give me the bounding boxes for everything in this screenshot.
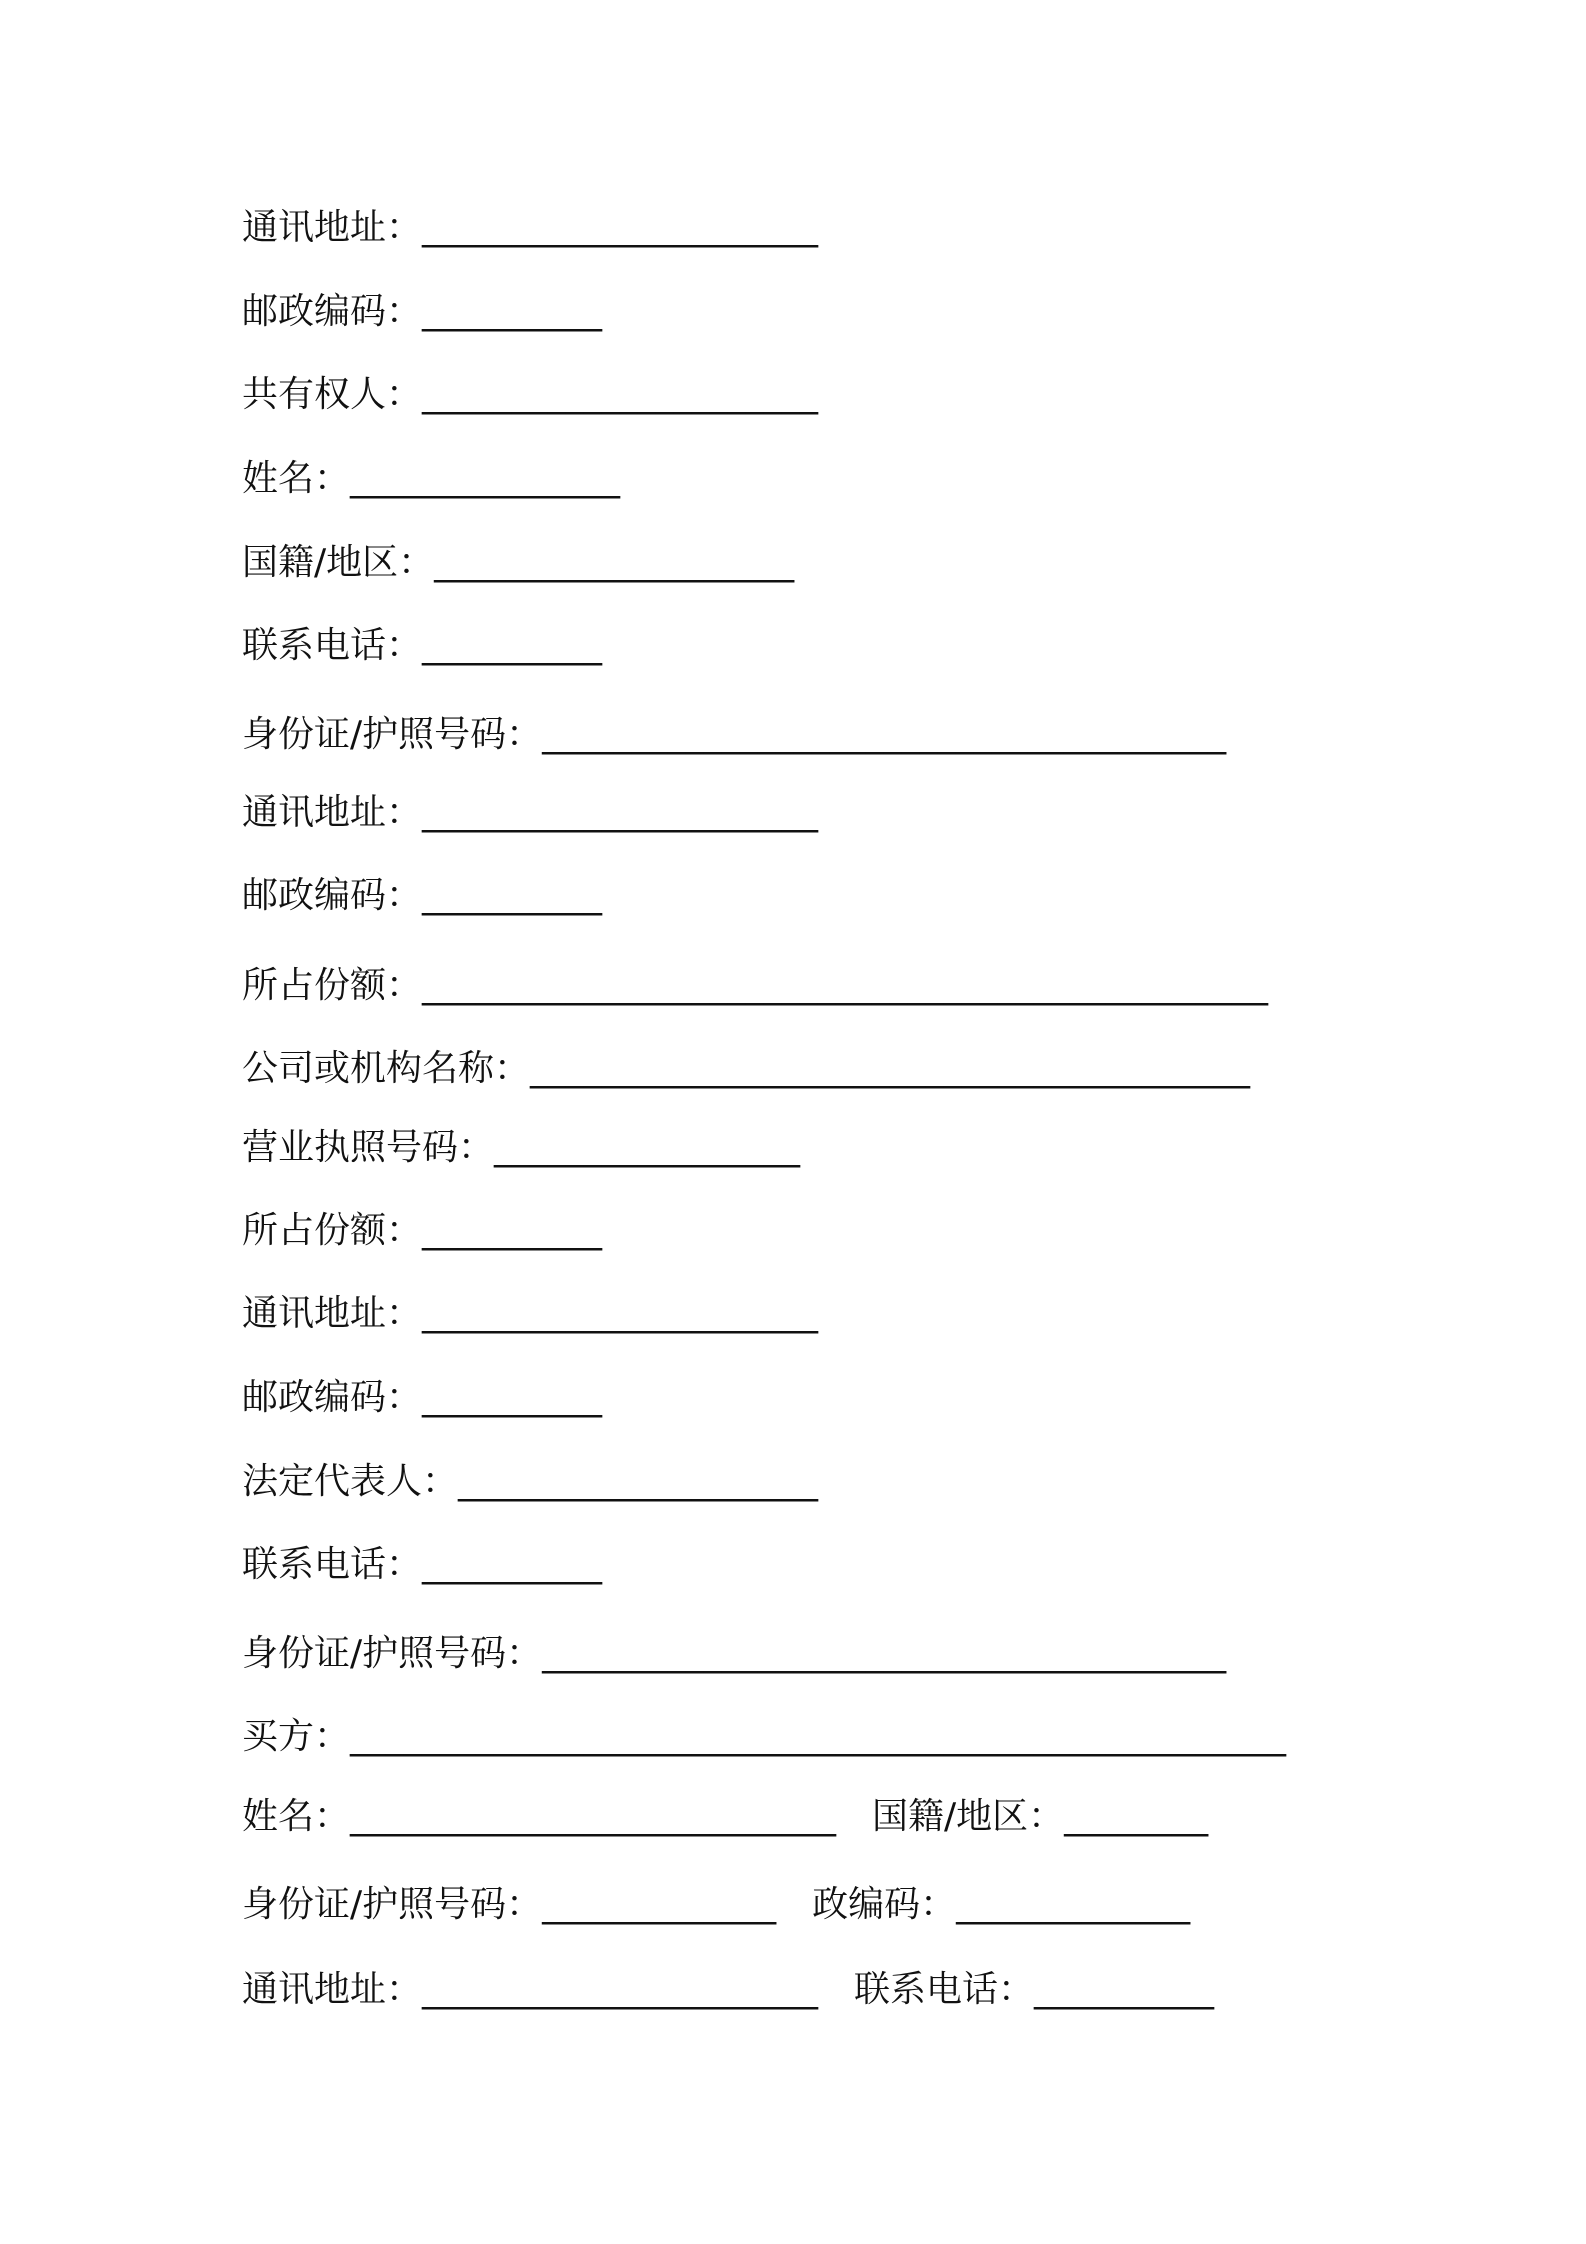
id-passport-blank[interactable]: ______________________________________ — [542, 1633, 1227, 1674]
field-label: 买方： — [242, 1716, 351, 1757]
postal-code-blank[interactable]: __________ — [422, 291, 603, 332]
buyer-blank[interactable]: ____________________________________________________ — [350, 1716, 1287, 1757]
buyer-nationality-blank[interactable]: ________ — [1064, 1796, 1209, 1837]
buyer-field — [242, 1707, 1286, 1767]
phone-blank[interactable]: __________ — [422, 1544, 603, 1585]
contact-address-blank[interactable]: ______________________ — [422, 792, 819, 833]
field-label: 通讯地址： — [242, 1969, 423, 2010]
phone-blank[interactable]: __________ — [422, 625, 603, 666]
legal-rep-blank[interactable]: ____________________ — [458, 1461, 819, 1502]
field-label: 国籍/地区： — [872, 1796, 1065, 1837]
buyer-phone-blank[interactable]: __________ — [1034, 1969, 1215, 2010]
field-label: 姓名： — [242, 458, 351, 499]
field-label: 邮政编码： — [242, 1377, 423, 1418]
buyer-address-blank[interactable]: ______________________ — [422, 1969, 819, 2010]
legal-rep-field — [242, 1452, 818, 1512]
field-label: 邮政编码： — [242, 291, 423, 332]
field-label: 通讯地址： — [242, 792, 423, 833]
business-license-blank[interactable]: _________________ — [494, 1127, 801, 1168]
share-field — [242, 1201, 602, 1261]
field-label: 营业执照号码： — [242, 1127, 495, 1168]
phone-field — [242, 1535, 602, 1595]
field-label: 法定代表人： — [242, 1461, 459, 1502]
field-label: 联系电话： — [242, 625, 423, 666]
postal-code-field — [242, 866, 602, 926]
field-label: 联系电话： — [854, 1969, 1035, 2010]
business-license-field — [242, 1118, 800, 1178]
contact-address-field — [242, 1284, 818, 1344]
field-label: 所占份额： — [242, 1210, 423, 1251]
field-label: 公司或机构名称： — [242, 1048, 531, 1089]
id-passport-field — [242, 705, 1226, 765]
nationality-field — [242, 533, 794, 593]
company-name-blank[interactable]: ________________________________________ — [530, 1048, 1251, 1089]
postal-code-blank[interactable]: __________ — [422, 875, 603, 916]
co-owner-field — [242, 365, 818, 425]
nationality-blank[interactable]: ____________________ — [434, 542, 795, 583]
company-name-field — [242, 1039, 1250, 1099]
field-label: 联系电话： — [242, 1544, 423, 1585]
field-label: 通讯地址： — [242, 1293, 423, 1334]
buyer-name-field — [242, 1787, 836, 1847]
postal-code-blank[interactable]: __________ — [422, 1377, 603, 1418]
field-label: 通讯地址： — [242, 207, 423, 248]
field-label: 邮政编码： — [242, 875, 423, 916]
share-field — [242, 956, 1268, 1016]
contact-address-field — [242, 783, 818, 843]
buyer-name-blank[interactable]: ___________________________ — [350, 1796, 837, 1837]
field-label: 所占份额： — [242, 965, 423, 1006]
field-label: 姓名： — [242, 1796, 351, 1837]
field-label: 国籍/地区： — [242, 542, 435, 583]
id-passport-blank[interactable]: ______________________________________ — [542, 714, 1227, 755]
buyer-address-phone-row — [242, 1960, 1214, 2020]
field-label: 身份证/护照号码： — [242, 714, 543, 755]
buyer-postal-field — [812, 1875, 1190, 1935]
name-field — [242, 449, 620, 509]
buyer-name-nationality-row — [242, 1787, 1208, 1847]
buyer-postal-blank[interactable]: _____________ — [956, 1884, 1191, 1925]
buyer-id-postal-row — [242, 1875, 1190, 1935]
share-blank[interactable]: __________ — [422, 1210, 603, 1251]
postal-code-field — [242, 282, 602, 342]
field-label: 身份证/护照号码： — [242, 1884, 543, 1925]
field-label: 身份证/护照号码： — [242, 1633, 543, 1674]
name-blank[interactable]: _______________ — [350, 458, 621, 499]
buyer-nationality-field — [872, 1787, 1208, 1847]
phone-field — [242, 616, 602, 676]
field-label: 政编码： — [812, 1884, 957, 1925]
contact-address-blank[interactable]: ______________________ — [422, 1293, 819, 1334]
buyer-phone-field — [854, 1960, 1214, 2020]
buyer-id-field — [242, 1875, 776, 1935]
id-passport-field — [242, 1624, 1226, 1684]
postal-code-field — [242, 1368, 602, 1428]
contact-address-blank[interactable]: ______________________ — [422, 207, 819, 248]
co-owner-blank[interactable]: ______________________ — [422, 374, 819, 415]
field-label: 共有权人： — [242, 374, 423, 415]
contact-address-field — [242, 198, 818, 258]
buyer-id-blank[interactable]: _____________ — [542, 1884, 777, 1925]
share-blank[interactable]: _______________________________________________ — [422, 965, 1269, 1006]
buyer-address-field — [242, 1960, 818, 2020]
